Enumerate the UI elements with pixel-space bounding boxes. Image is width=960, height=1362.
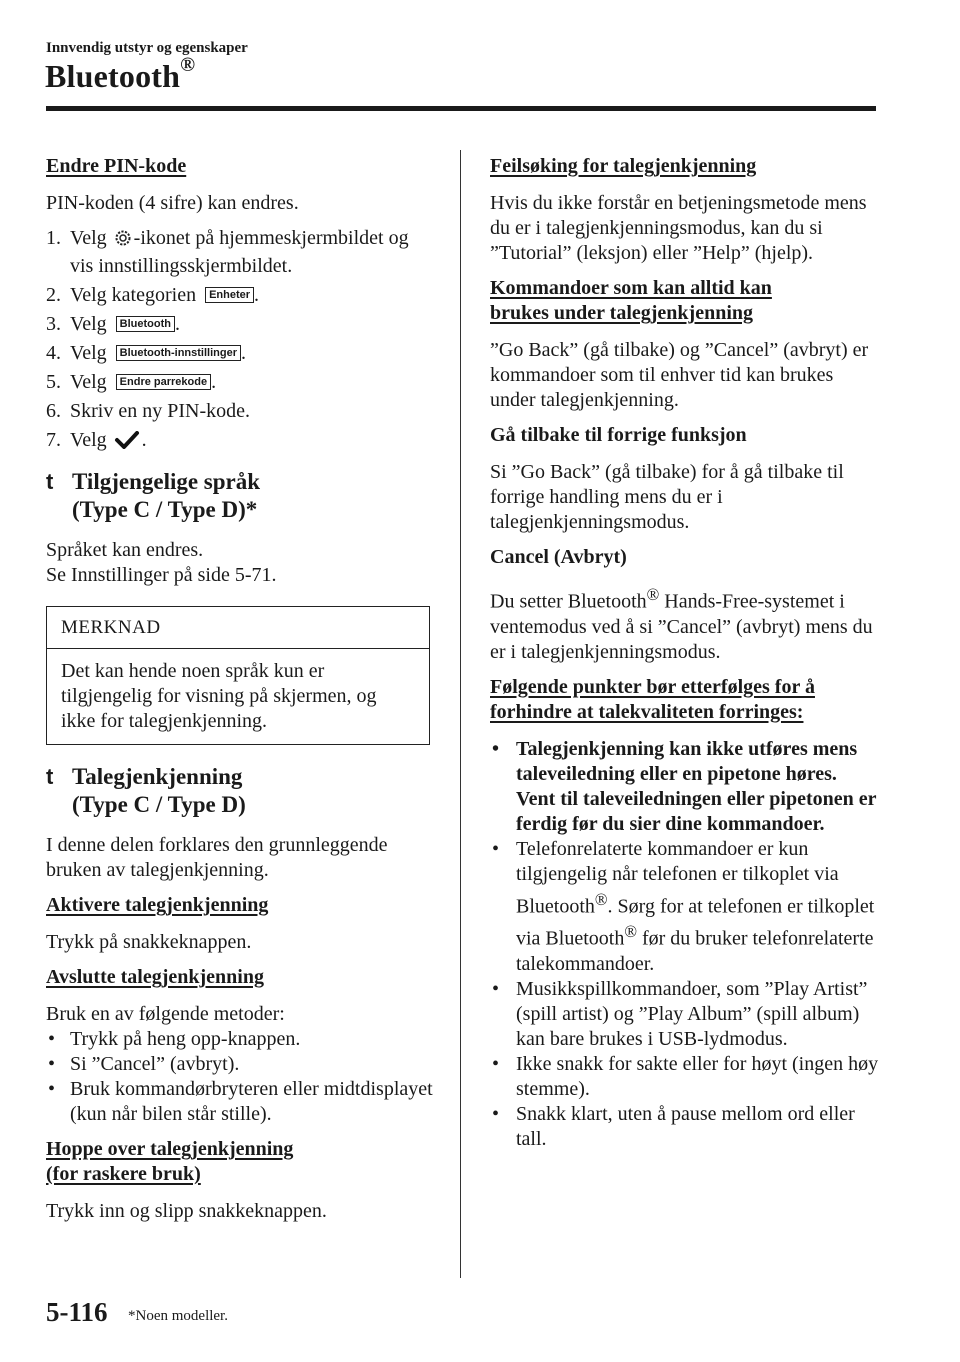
list-item-text: Telefonrelaterte kommandoer er kun tilgjengelig når telefonen er tilkoplet via Bluetooth bbox=[516, 837, 839, 918]
follow-heading-line2: forhindre at talekvaliteten forringes: bbox=[490, 700, 804, 723]
list-item bbox=[490, 837, 880, 977]
page-title bbox=[45, 54, 196, 95]
activate-heading: Aktivere talegjenkjenning bbox=[46, 894, 269, 916]
registered-mark: ® bbox=[180, 54, 196, 77]
registered-mark: ® bbox=[624, 922, 637, 942]
bullet: • bbox=[48, 1078, 56, 1100]
list-item-text: Talegjenkjenning kan ikke utføres mens taleveiledning eller en pipetone høres. Vent til taleveiledningen eller pipetonen er ferdig før du sier dine kommandoer. bbox=[516, 737, 877, 835]
always-commands-text: ”Go Back” (gå tilbake) og ”Cancel” (avbryt) er kommandoer som til enhver tid kan brukes under talegjenkjenning. bbox=[490, 339, 869, 411]
always-commands-heading bbox=[490, 276, 880, 326]
step-2 bbox=[46, 283, 436, 308]
step-text-after: . bbox=[141, 429, 147, 451]
settings-gear-icon bbox=[114, 229, 132, 254]
registered-mark: ® bbox=[594, 889, 608, 909]
list-item-text: Musikkspillkommandoer, som ”Play Artist” (spill artist) og ”Play Album” (spill album) kan bare brukes i USB-lydmodus. bbox=[516, 977, 868, 1050]
list-item bbox=[46, 1077, 436, 1127]
pin-intro: PIN-koden (4 sifre) kan endres. bbox=[46, 192, 299, 214]
right-column bbox=[490, 154, 880, 1162]
list-item bbox=[490, 1052, 880, 1102]
go-back-heading: Gå tilbake til forrige funksjon bbox=[490, 424, 747, 446]
step-4 bbox=[46, 341, 436, 366]
step-5 bbox=[46, 370, 436, 395]
end-methods-list bbox=[46, 1027, 436, 1127]
step-number: 3. bbox=[46, 313, 61, 335]
breadcrumb: Innvendig utstyr og egenskaper bbox=[46, 40, 248, 56]
list-item bbox=[46, 1052, 436, 1077]
end-intro: Bruk en av følgende metoder: bbox=[46, 1003, 285, 1025]
languages-heading-line2: (Type C / Type D)* bbox=[72, 497, 258, 522]
step-text: Velg bbox=[70, 371, 107, 393]
step-text: Skriv en ny PIN-kode. bbox=[70, 400, 250, 422]
step-6 bbox=[46, 399, 436, 424]
section-marker: t bbox=[46, 764, 54, 789]
step-3 bbox=[46, 312, 436, 337]
cancel-text-b: Hands-Free-systemet i ventemodus ved å si ”Cancel” (avbryt) mens du er i talegjenkjenningsmodus. bbox=[490, 590, 873, 663]
step-text-after: . bbox=[211, 371, 217, 393]
page-number: 5-116 bbox=[46, 1297, 108, 1327]
bluetooth-button-label: Bluetooth bbox=[116, 316, 175, 332]
bullet: • bbox=[48, 1053, 56, 1075]
activate-text: Trykk på snakkeknappen. bbox=[46, 931, 252, 953]
bluetooth-settings-button-label: Bluetooth-innstillinger bbox=[116, 345, 241, 361]
voice-heading-line1: Talegjenkjenning bbox=[72, 764, 243, 789]
list-item-text: Trykk på heng opp-knappen. bbox=[70, 1028, 301, 1050]
step-number: 2. bbox=[46, 284, 61, 306]
section-marker: t bbox=[46, 469, 54, 494]
step-number: 5. bbox=[46, 371, 61, 393]
step-7 bbox=[46, 428, 436, 456]
note-text: Det kan hende noen språk kun er tilgjengelig for visning på skjermen, og ikke for talegjenkjenning. bbox=[61, 660, 377, 732]
troubleshooting-text: Hvis du ikke forstår en betjeningsmetode mens du er i talegjenkjenningsmodus, kan du si ”Tutorial” (leksjon) eller ”Help” (hjelp). bbox=[490, 192, 867, 264]
list-item-text: Bruk kommandørbryteren eller midtdisplayet (kun når bilen står stille). bbox=[70, 1078, 433, 1125]
always-heading-line2: brukes under talegjenkjenning bbox=[490, 302, 754, 324]
page-title-text: Bluetooth bbox=[45, 58, 181, 94]
languages-heading bbox=[46, 468, 436, 524]
voice-intro: I denne delen forklares den grunnleggende bruken av talegjenkjenning. bbox=[46, 834, 388, 881]
troubleshooting-heading: Feilsøking for talegjenkjenning bbox=[490, 155, 757, 177]
list-item-text: . Sørg for at telefonen er tilkoplet via Bluetooth bbox=[516, 895, 875, 950]
always-heading-line1: Kommandoer som kan alltid kan bbox=[490, 277, 772, 299]
list-item bbox=[490, 1102, 880, 1152]
change-pairing-code-button-label: Endre parrekode bbox=[116, 374, 211, 390]
languages-text-2: Se Innstillinger på side 5-71. bbox=[46, 564, 277, 586]
cancel-text bbox=[490, 582, 880, 665]
list-item bbox=[490, 737, 880, 837]
step-text-after: . bbox=[254, 284, 260, 306]
skip-heading-line2: (for raskere bruk) bbox=[46, 1163, 201, 1185]
list-item bbox=[490, 977, 880, 1052]
bullet: • bbox=[492, 837, 500, 860]
step-1 bbox=[46, 226, 436, 279]
bullet: • bbox=[492, 737, 500, 760]
follow-points-heading bbox=[490, 675, 880, 725]
tips-list bbox=[490, 737, 880, 1152]
left-column bbox=[46, 154, 436, 1234]
column-divider bbox=[460, 150, 461, 1278]
list-item-text: Ikke snakk for sakte eller for høyt (ingen høy stemme). bbox=[516, 1052, 879, 1100]
footnote: *Noen modeller. bbox=[128, 1308, 228, 1324]
bullet: • bbox=[492, 1102, 500, 1125]
step-text: Velg bbox=[70, 227, 107, 249]
cancel-heading: Cancel (Avbryt) bbox=[490, 546, 627, 568]
languages-heading-line1: Tilgjengelige språk bbox=[72, 469, 261, 494]
end-heading: Avslutte talegjenkjenning bbox=[46, 966, 264, 988]
note-title: MERKNAD bbox=[47, 607, 429, 649]
skip-heading bbox=[46, 1137, 436, 1187]
voice-recognition-heading bbox=[46, 763, 436, 819]
list-item-text: Si ”Cancel” (avbryt). bbox=[70, 1053, 240, 1075]
title-rule bbox=[46, 106, 876, 111]
languages-text-1: Språket kan endres. bbox=[46, 539, 204, 561]
registered-mark: ® bbox=[646, 585, 660, 604]
go-back-text: Si ”Go Back” (gå tilbake) for å gå tilbake til forrige handling mens du er i talegjenkjenningsmodus. bbox=[490, 461, 844, 533]
step-text-after: . bbox=[175, 313, 180, 335]
list-item-text: før du bruker telefonrelaterte talekommandoer. bbox=[516, 927, 874, 975]
pin-steps bbox=[46, 226, 436, 456]
step-text: Velg bbox=[70, 313, 107, 335]
step-text-after: -ikonet på hjemmeskjermbildet og vis innstillingsskjermbildet. bbox=[70, 227, 409, 277]
cancel-text-a: Du setter Bluetooth bbox=[490, 590, 647, 613]
step-text: Velg bbox=[70, 342, 107, 364]
checkmark-icon bbox=[114, 431, 140, 456]
step-number: 6. bbox=[46, 400, 61, 422]
step-number: 1. bbox=[46, 227, 61, 249]
skip-heading-line1: Hoppe over talegjenkjenning bbox=[46, 1138, 294, 1160]
bullet: • bbox=[492, 1052, 500, 1075]
skip-text: Trykk inn og slipp snakkeknappen. bbox=[46, 1200, 327, 1222]
list-item-text: Snakk klart, uten å pause mellom ord eller tall. bbox=[516, 1102, 855, 1150]
voice-heading-line2: (Type C / Type D) bbox=[72, 792, 246, 817]
step-text: Velg bbox=[70, 429, 107, 451]
note-box bbox=[46, 606, 430, 745]
pin-heading: Endre PIN-kode bbox=[46, 155, 187, 177]
step-number: 7. bbox=[46, 429, 61, 451]
enheter-button-label: Enheter bbox=[205, 287, 254, 303]
bullet: • bbox=[48, 1028, 56, 1050]
step-number: 4. bbox=[46, 342, 61, 364]
list-item bbox=[46, 1027, 436, 1052]
bullet: • bbox=[492, 977, 500, 1000]
step-text: Velg kategorien bbox=[70, 284, 197, 306]
follow-heading-line1: Følgende punkter bør etterfølges for å bbox=[490, 675, 815, 698]
step-text-after: . bbox=[241, 342, 246, 364]
